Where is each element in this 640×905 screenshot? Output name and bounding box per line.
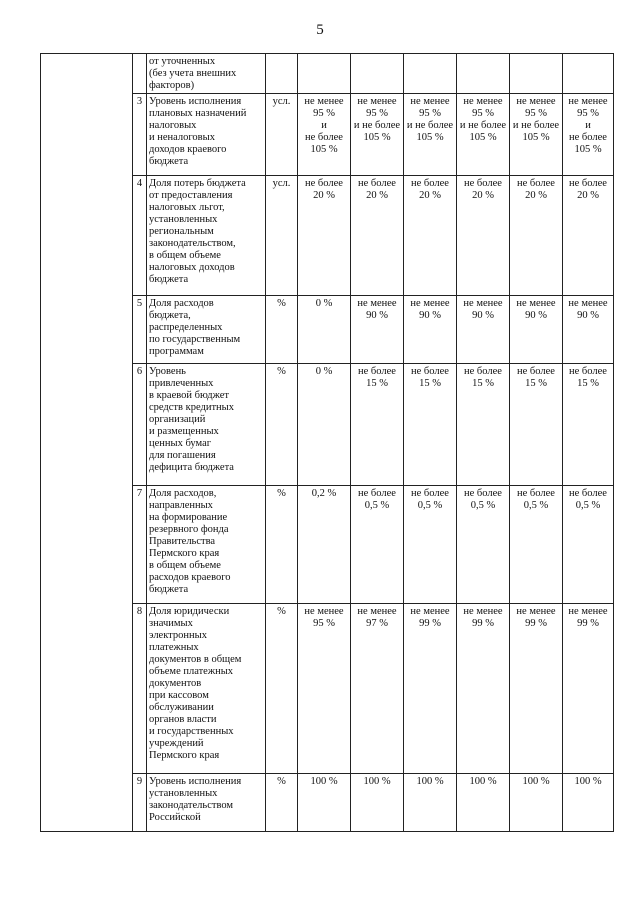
- row-number: 9: [133, 774, 147, 832]
- value-cell: не более 15 %: [351, 364, 404, 486]
- unit-cell: %: [266, 486, 298, 604]
- unit-cell: %: [266, 296, 298, 364]
- indicator-name: от уточненных (без учета внешних факторов): [147, 54, 266, 94]
- value-cell: 0,2 %: [298, 486, 351, 604]
- value-cell: не более 0,5 %: [404, 486, 457, 604]
- value-cell: не менее 90 %: [404, 296, 457, 364]
- value-cell: не более 0,5 %: [457, 486, 510, 604]
- value-cell: [404, 54, 457, 94]
- unit-cell: %: [266, 604, 298, 774]
- row-number: 6: [133, 364, 147, 486]
- value-cell: не более 20 %: [563, 176, 614, 296]
- row-number: 4: [133, 176, 147, 296]
- value-cell: 0 %: [298, 296, 351, 364]
- value-cell: 100 %: [298, 774, 351, 832]
- indicator-name: Доля расходов, направленных на формирование резервного фонда Правительства Пермского края в общем объеме расходов краевого бюджета: [147, 486, 266, 604]
- value-cell: не менее 95 % и не более 105 %: [563, 94, 614, 176]
- blank-left-column: [41, 54, 133, 832]
- value-cell: не менее 99 %: [457, 604, 510, 774]
- unit-cell: усл.: [266, 176, 298, 296]
- value-cell: не более 0,5 %: [563, 486, 614, 604]
- value-cell: 100 %: [563, 774, 614, 832]
- value-cell: 100 %: [510, 774, 563, 832]
- value-cell: не менее 95 % и не более 105 %: [351, 94, 404, 176]
- value-cell: не более 0,5 %: [510, 486, 563, 604]
- value-cell: 100 %: [457, 774, 510, 832]
- value-cell: не менее 99 %: [510, 604, 563, 774]
- row-number: 7: [133, 486, 147, 604]
- value-cell: не менее 90 %: [351, 296, 404, 364]
- value-cell: не менее 95 % и не более 105 %: [298, 94, 351, 176]
- value-cell: 100 %: [404, 774, 457, 832]
- value-cell: не менее 90 %: [457, 296, 510, 364]
- value-cell: не более 15 %: [563, 364, 614, 486]
- indicator-name: Уровень исполнения плановых назначений налоговых и неналоговых доходов краевого бюджета: [147, 94, 266, 176]
- value-cell: [457, 54, 510, 94]
- value-cell: не более 15 %: [457, 364, 510, 486]
- page-number: 5: [316, 22, 324, 38]
- row-number: 5: [133, 296, 147, 364]
- value-cell: не менее 95 % и не более 105 %: [457, 94, 510, 176]
- unit-cell: %: [266, 364, 298, 486]
- value-cell: не менее 95 % и не более 105 %: [404, 94, 457, 176]
- unit-cell: %: [266, 774, 298, 832]
- value-cell: не более 20 %: [351, 176, 404, 296]
- unit-cell: [266, 54, 298, 94]
- value-cell: [351, 54, 404, 94]
- value-cell: 100 %: [351, 774, 404, 832]
- value-cell: 0 %: [298, 364, 351, 486]
- unit-cell: усл.: [266, 94, 298, 176]
- value-cell: не более 0,5 %: [351, 486, 404, 604]
- value-cell: не менее 95 %: [298, 604, 351, 774]
- row-number: 8: [133, 604, 147, 774]
- value-cell: не менее 95 % и не более 105 %: [510, 94, 563, 176]
- value-cell: не более 20 %: [457, 176, 510, 296]
- indicator-name: Уровень исполнения установленных законодательством Российской: [147, 774, 266, 832]
- value-cell: не более 15 %: [510, 364, 563, 486]
- value-cell: не менее 99 %: [563, 604, 614, 774]
- table-row: [41, 54, 614, 94]
- value-cell: [510, 54, 563, 94]
- value-cell: [298, 54, 351, 94]
- value-cell: не менее 90 %: [510, 296, 563, 364]
- indicators-table: [40, 53, 614, 832]
- value-cell: не более 15 %: [404, 364, 457, 486]
- indicator-name: Доля юридически значимых электронных платежных документов в общем объеме платежных документов при кассовом обслуживании органов власти и государственных учреждений Пермского края: [147, 604, 266, 774]
- indicator-name: Доля потерь бюджета от предоставления налоговых льгот, установленных региональным законодательством, в общем объеме налоговых доходов бюджета: [147, 176, 266, 296]
- value-cell: не более 20 %: [510, 176, 563, 296]
- value-cell: не менее 97 %: [351, 604, 404, 774]
- row-number: 3: [133, 94, 147, 176]
- indicator-name: Доля расходов бюджета, распределенных по государственным программам: [147, 296, 266, 364]
- value-cell: не более 20 %: [404, 176, 457, 296]
- value-cell: не более 20 %: [298, 176, 351, 296]
- indicator-name: Уровень привлеченных в краевой бюджет средств кредитных организаций и размещенных ценных бумаг для погашения дефицита бюджета: [147, 364, 266, 486]
- value-cell: не менее 99 %: [404, 604, 457, 774]
- value-cell: [563, 54, 614, 94]
- row-number: [133, 54, 147, 94]
- value-cell: не менее 90 %: [563, 296, 614, 364]
